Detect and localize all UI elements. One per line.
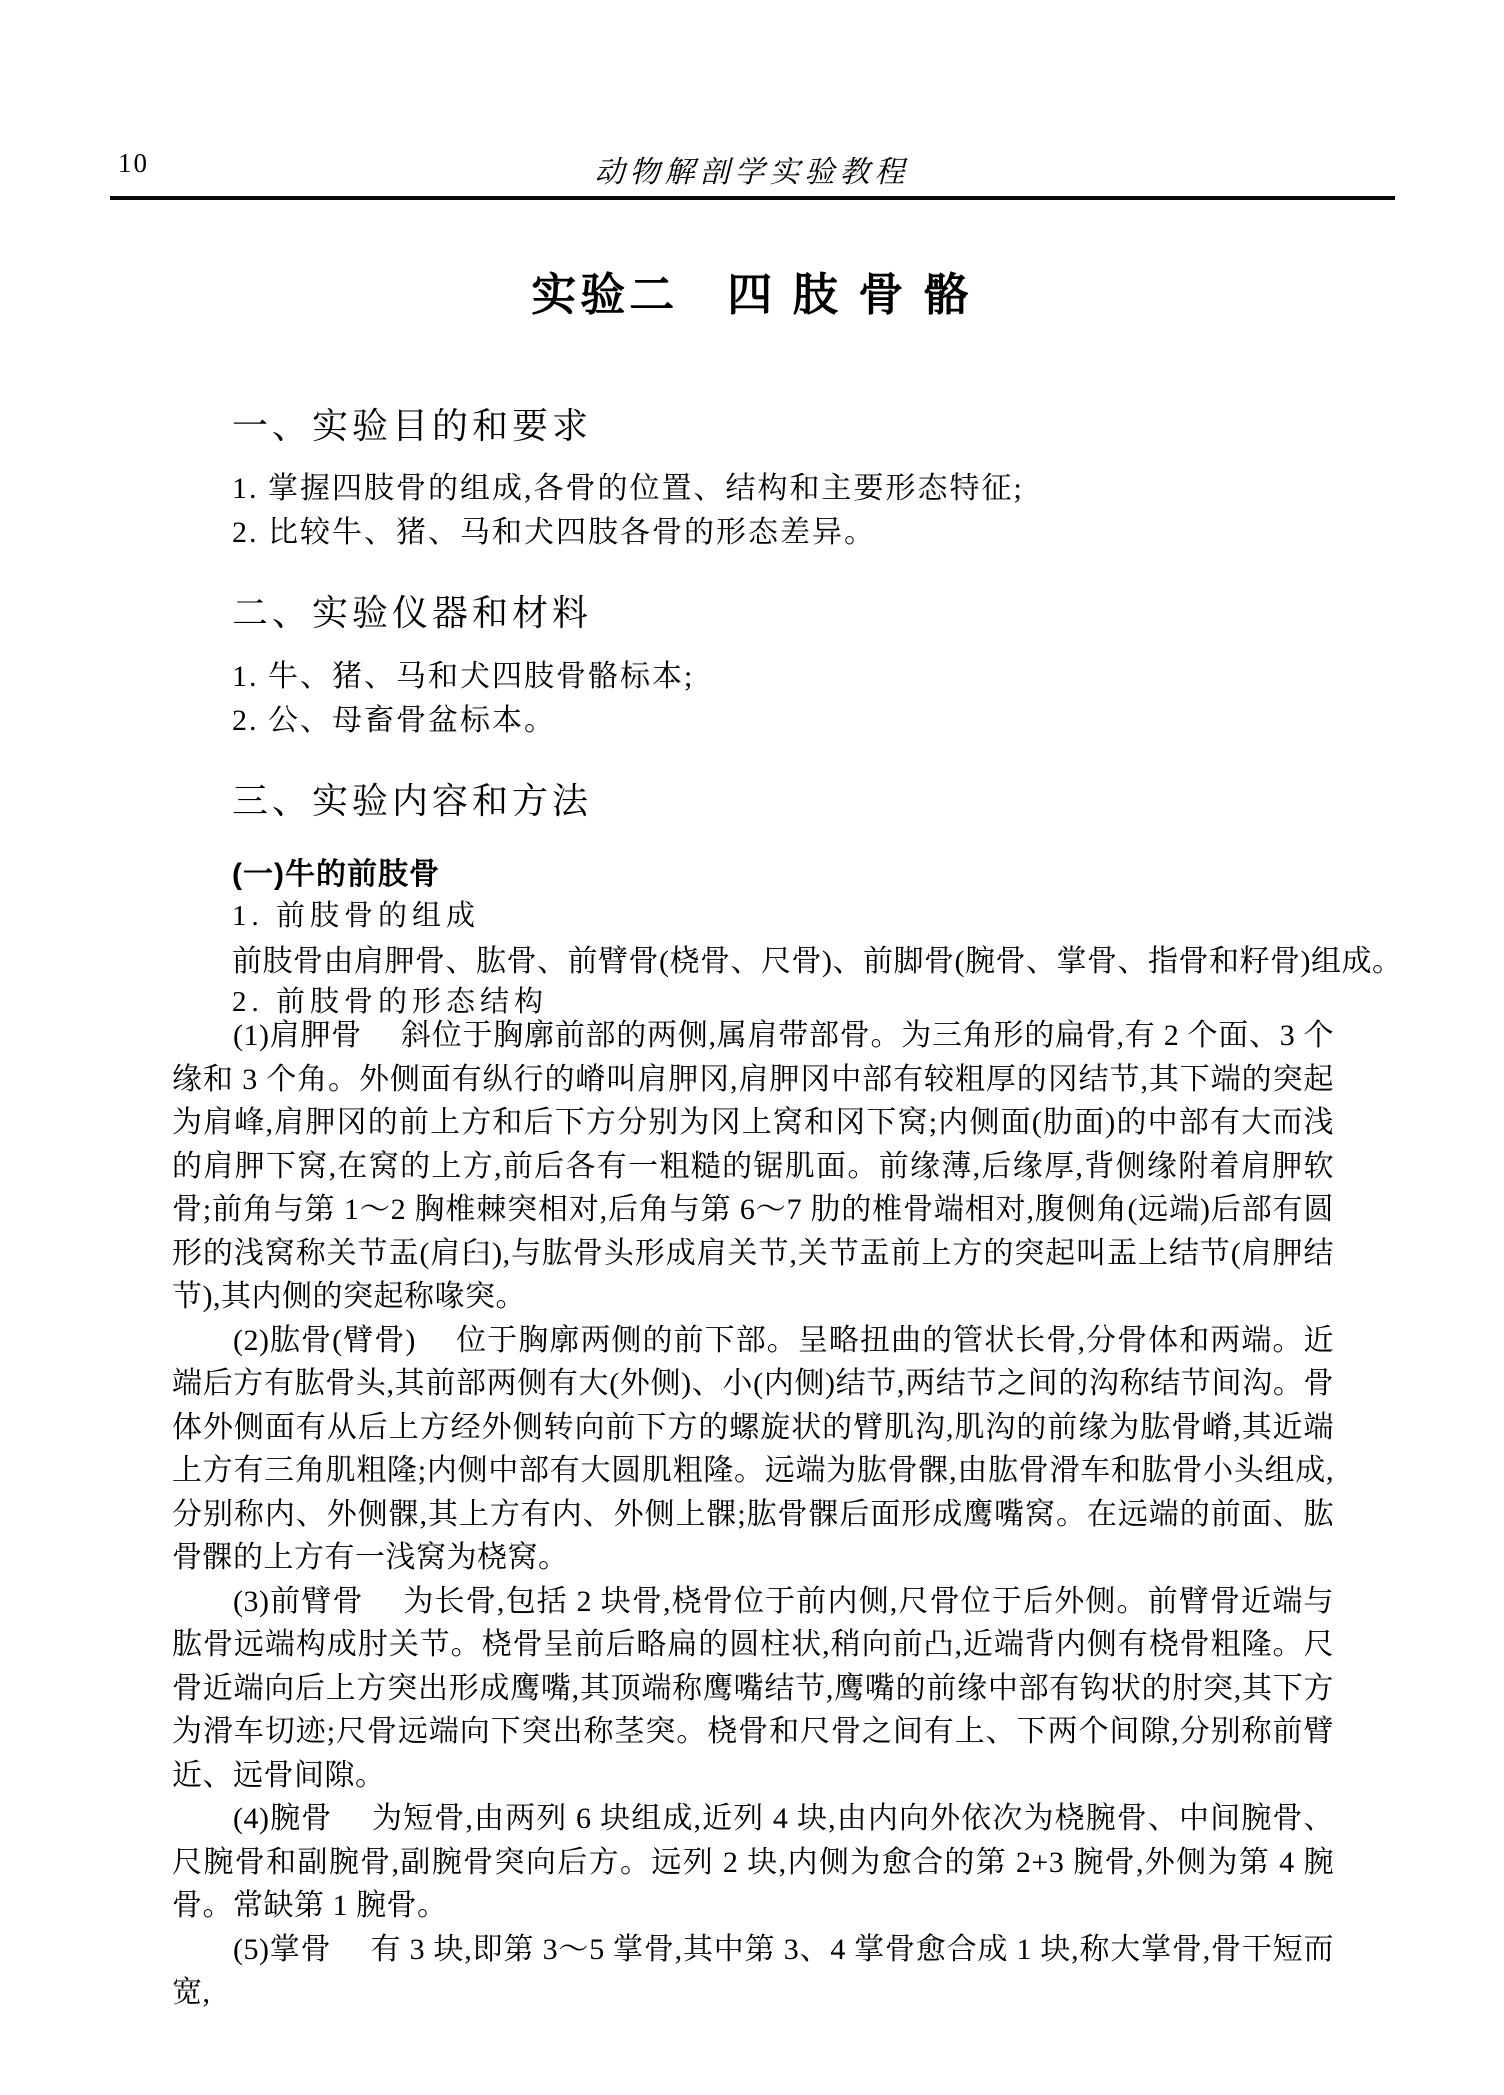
section-heading-3: 三、实验内容和方法 [232,781,593,821]
kai-numbered-line-2: 2. 前肢骨的形态结构 [232,986,549,1018]
body-paragraphs [172,1014,1334,2015]
paragraph-humerus: (2)肱骨(臂骨) 位于胸廓两侧的前下部。呈略扭曲的管状长骨,分骨体和两端。近端后方有肱骨头,其前部两侧有大(外侧)、小(内侧)结节,两结节之间的沟称结节间沟。骨体外侧面有从后上方经外侧转向前下方的螺旋状的臂肌沟,肌沟的前缘为肱骨嵴,其近端上方有三角肌粗隆;内侧中部有大圆肌粗隆。远端为肱骨髁,由肱骨滑车和肱骨小头组成,分别称内、外侧髁,其上方有内、外侧上髁;肱骨髁后面形成鹰嘴窝。在远端的前面、肱骨髁的上方有一浅窝为桡窝。 [172,1323,1334,1574]
composition-line: 前肢骨由肩胛骨、肱骨、前臂骨(桡骨、尺骨)、前脚骨(腕骨、掌骨、指骨和籽骨)组成。 [232,945,1403,978]
kai-numbered-line-1: 1. 前肢骨的组成 [232,900,481,932]
section-2-item-2: 2. 公、母畜骨盆标本。 [232,704,556,737]
section-1-item-1: 1. 掌握四肢骨的组成,各骨的位置、结构和主要形态特征; [232,472,1024,505]
chapter-title: 实验二 四 肢 骨 骼 [531,269,973,320]
paragraph-metacarpal-bones: (5)掌骨 有 3 块,即第 3～5 掌骨,其中第 3、4 掌骨愈合成 1 块,称大掌骨,骨干短而宽, [172,1932,1334,2009]
paragraph-forearm-bones: (3)前臂骨 为长骨,包括 2 块骨,桡骨位于前内侧,尺骨位于后外侧。前臂骨近端与肱骨远端构成肘关节。桡骨呈前后略扁的圆柱状,稍向前凸,近端背内侧有桡骨粗隆。尺骨近端向后上方突出形成鹰嘴,其顶端称鹰嘴结节,鹰嘴的前缘中部有钩状的肘突,其下方为滑车切迹;尺骨远端向下突出称茎突。桡骨和尺骨之间有上、下两个间隙,分别称前臂近、远骨间隙。 [172,1584,1334,1792]
paragraph-scapula: (1)肩胛骨 斜位于胸廓前部的两侧,属肩带部骨。为三角形的扁骨,有 2 个面、3 个缘和 3 个角。外侧面有纵行的嵴叫肩胛冈,肩胛冈中部有较粗厚的冈结节,其下端的突起为肩峰,肩胛冈的前上方和后下方分别为冈上窝和冈下窝;内侧面(肋面)的中部有大而浅的肩胛下窝,在窝的上方,前后各有一粗糙的锯肌面。前缘薄,后缘厚,背侧缘附着肩胛软骨;前角与第 1～2 胸椎棘突相对,后角与第 6～7 肋的椎骨端相对,腹侧角(远端)后部有圆形的浅窝称关节盂(肩臼),与肱骨头形成肩关节,关节盂前上方的突起叫盂上结节(肩胛结节),其内侧的突起称喙突。 [172,1019,1334,1313]
section-1-item-2: 2. 比较牛、猪、马和犬四肢各骨的形态差异。 [232,516,876,549]
page-number: 10 [118,148,149,178]
section-2-item-1: 1. 牛、猪、马和犬四肢骨骼标本; [232,660,695,693]
section-heading-2: 二、实验仪器和材料 [232,593,593,633]
section-heading-1: 一、实验目的和要求 [232,406,593,446]
header-rule [110,196,1395,200]
paragraph-carpal-bones: (4)腕骨 为短骨,由两列 6 块组成,近列 4 块,由内向外依次为桡腕骨、中间腕骨、尺腕骨和副腕骨,副腕骨突向后方。远列 2 块,内侧为愈合的第 2+3 腕骨,外侧为第 4 腕骨。常缺第 1 腕骨。 [172,1802,1334,1922]
subheading-cattle-forelimb: (一)牛的前肢骨 [232,858,440,891]
running-title: 动物解剖学实验教程 [594,156,910,189]
